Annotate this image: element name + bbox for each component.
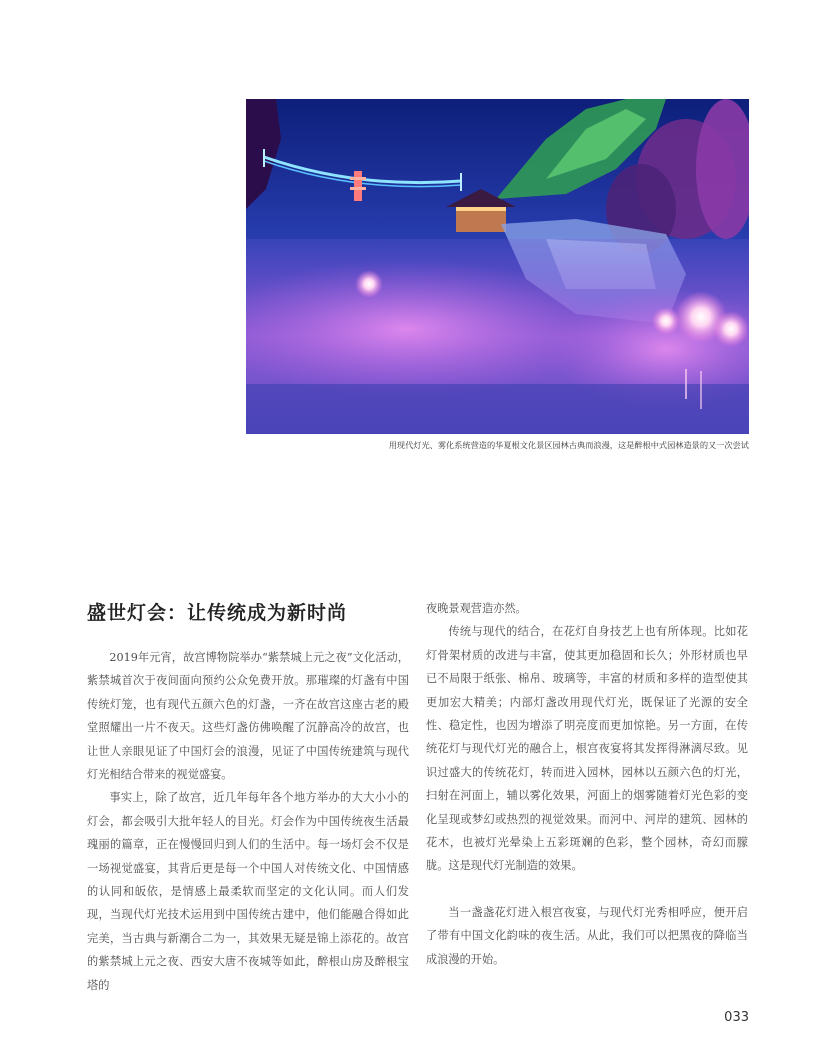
night-garden-photo [246,99,749,434]
paragraph: 传统与现代的结合，在花灯自身技艺上也有所体现。比如花灯骨架材质的改进与丰富，使其更加稳固和长久；外形材质也早已不局限于纸张、棉帛、玻璃等，丰富的材质和多样的造型使其更加宏大精美；内部灯盏改用现代灯光，既保证了光源的安全性、稳定性，也因为增添了明亮度而更加惊艳。另一方面，在传统花灯与现代灯光的融合上，根宫夜宴将其发挥得淋漓尽致。见识过盛大的传统花灯，转而进入园林，园林以五颜六色的灯光，扫射在河面上，辅以雾化效果，河面上的烟雾随着灯光色彩的变化呈现或梦幻或热烈的视觉效果。而河中、河岸的建筑、园林的花木，也被灯光晕染上五彩斑斓的色彩，整个园林，奇幻而朦胧。这是现代灯光制造的效果。 [426,625,748,873]
left-column [87,646,409,997]
right-column [426,597,748,971]
paragraph: 事实上，除了故宫，近几年每年各个地方举办的大大小小的灯会，都会吸引大批年轻人的目光。灯会作为中国传统夜生活最瑰丽的篇章，正在慢慢回归到人们的生活中。每一场灯会不仅是一场视觉盛宴，其背后更是每一个中国人对传统文化、中国情感的认同和皈依，是情感上最柔软而坚定的文化认同。而人们发现，当现代灯光技术运用到中国传统古建中，他们能融合得如此完美，当古典与新潮合二为一，其效果无疑是锦上添花的。故宫的紫禁城上元之夜、西安大唐不夜城等如此，醉根山房及醉根宝塔的 [87,791,409,992]
article-title: 盛世灯会：让传统成为新时尚 [87,602,348,624]
paragraph: 2019年元宵，故宫博物院举办“紫禁城上元之夜”文化活动，紫禁城首次于夜间面向预约公众免费开放。那璀璨的灯盏有中国传统灯笼，也有现代五颜六色的灯盏，一齐在故宫这座古老的殿堂照耀出一片不夜天。这些灯盏仿佛唤醒了沉静高冷的故宫，也让世人亲眼见证了中国灯会的浪漫，见证了中国传统建筑与现代灯光相结合带来的视觉盛宴。 [87,651,409,782]
paragraph-continuation: 夜晚景观营造亦然。 [426,602,527,615]
photo-caption: 用现代灯光、雾化系统营造的华夏根文化景区园林古典而浪漫，这是醉根中式园林造景的又一次尝试 [388,440,749,450]
paragraph: 当一盏盏花灯进入根宫夜宴，与现代灯光秀相呼应，便开启了带有中国文化韵味的夜生活。从此，我们可以把黑夜的降临当成浪漫的开始。 [426,905,748,966]
page-number: 033 [724,1010,749,1025]
